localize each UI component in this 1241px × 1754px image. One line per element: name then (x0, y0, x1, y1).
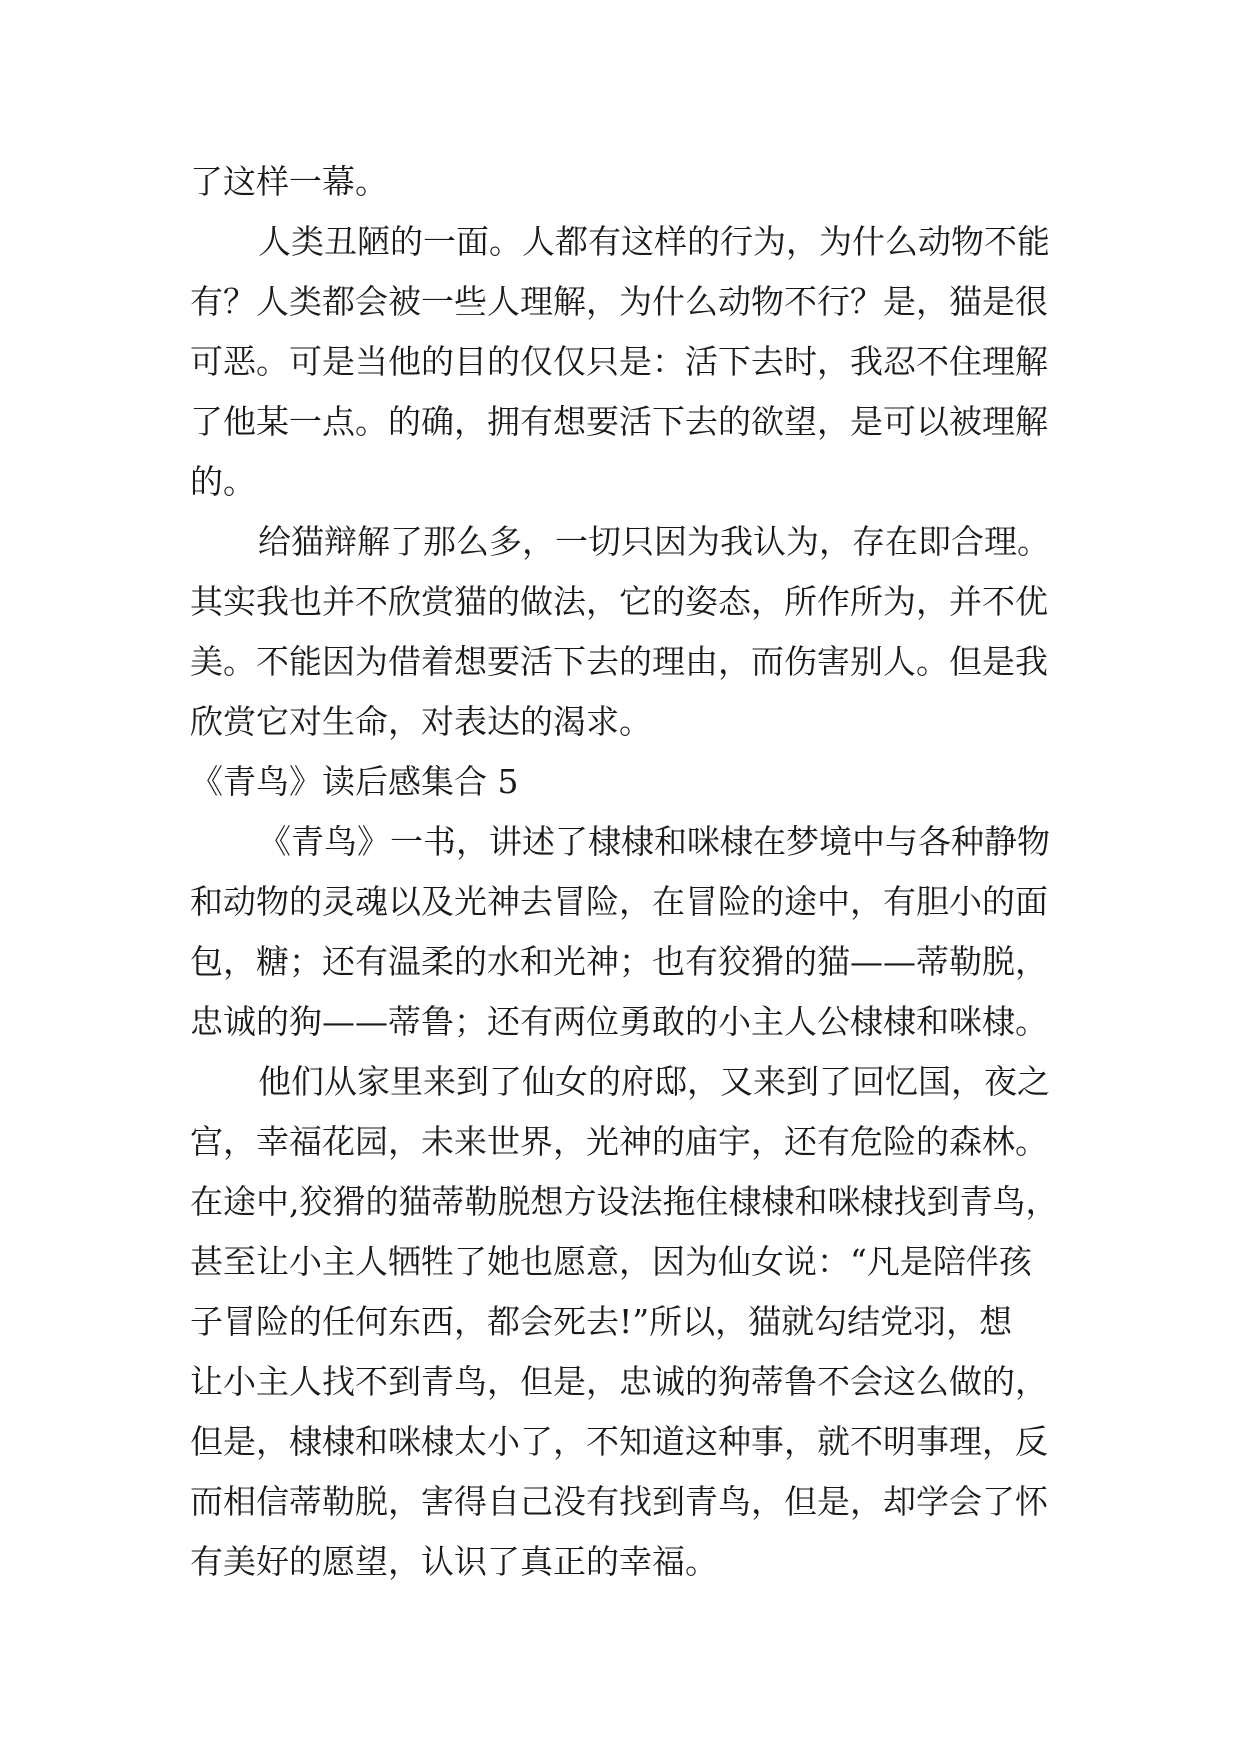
text-line: 和动物的灵魂以及光神去冒险，在冒险的途中，有胆小的面 (190, 882, 1048, 921)
document-body (190, 152, 1070, 1592)
text-line: 的。 (190, 462, 256, 501)
text-line: 他们从家里来到了仙女的府邸，又来到了回忆国，夜之 (258, 1062, 1050, 1101)
text-line: 但是，棣棣和咪棣太小了，不知道这种事，就不明事理，反 (190, 1422, 1048, 1461)
text-line: 子冒险的任何东西，都会死去!”所以，猫就勾结党羽，想 (190, 1302, 1013, 1341)
text-line: 包，糖；还有温柔的水和光神；也有狡猾的猫——蒂勒脱， (190, 942, 1048, 981)
text-line: 人类丑陋的一面。人都有这样的行为，为什么动物不能 (258, 222, 1050, 261)
text-line: 有？人类都会被一些人理解，为什么动物不行？是，猫是很 (190, 282, 1048, 321)
text-line: 而相信蒂勒脱，害得自己没有找到青鸟，但是，却学会了怀 (190, 1482, 1048, 1521)
text-line: 忠诚的狗——蒂鲁；还有两位勇敢的小主人公棣棣和咪棣。 (190, 1002, 1048, 1041)
text-line: 《青鸟》一书，讲述了棣棣和咪棣在梦境中与各种静物 (258, 822, 1050, 861)
text-line: 其实我也并不欣赏猫的做法，它的姿态，所作所为，并不优 (190, 582, 1048, 621)
text-line: 欣赏它对生命，对表达的渴求。 (190, 702, 652, 741)
text-line: 让小主人找不到青鸟，但是，忠诚的狗蒂鲁不会这么做的， (190, 1362, 1048, 1401)
text-line: 了这样一幕。 (190, 162, 388, 201)
text-line: 有美好的愿望，认识了真正的幸福。 (190, 1542, 718, 1581)
text-line: 在途中,狡猾的猫蒂勒脱想方设法拖住棣棣和咪棣找到青鸟， (190, 1182, 1059, 1221)
text-line: 美。不能因为借着想要活下去的理由，而伤害别人。但是我 (190, 642, 1048, 681)
text-line: 给猫辩解了那么多，一切只因为我认为，存在即合理。 (258, 522, 1050, 561)
text-line: 可恶。可是当他的目的仅仅只是：活下去时，我忍不住理解 (190, 342, 1048, 381)
text-line: 宫，幸福花园，未来世界，光神的庙宇，还有危险的森林。 (190, 1122, 1048, 1161)
text-line: 甚至让小主人牺牲了她也愿意，因为仙女说：“凡是陪伴孩 (190, 1242, 1032, 1281)
text-line: 了他某一点。的确，拥有想要活下去的欲望，是可以被理解 (190, 402, 1048, 441)
section-heading: 《青鸟》读后感集合 5 (190, 762, 519, 801)
